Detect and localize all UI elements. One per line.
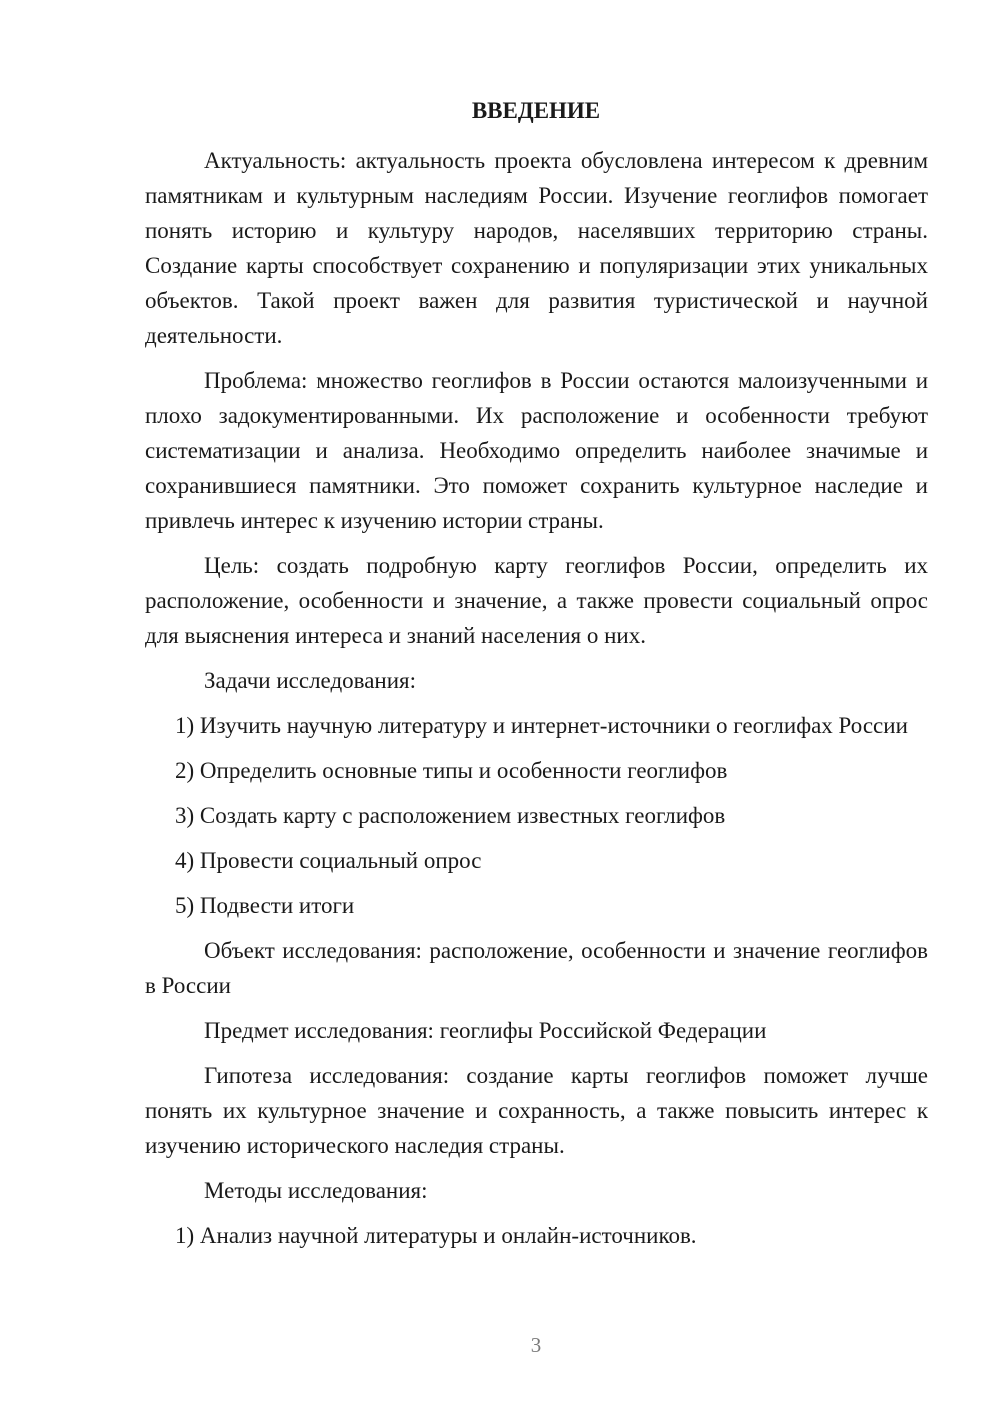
task-item-4: 4) Провести социальный опрос xyxy=(175,848,482,873)
paragraph-goal: Цель: создать подробную карту геоглифов России, определить их расположение, особенности и значение, а также провести социальный опрос для выяснения интереса и знаний населения о них. xyxy=(145,553,928,648)
page-number: 3 xyxy=(530,1333,542,1357)
paragraph-problem: Проблема: множество геоглифов в России остаются малоизученными и плохо задокументированными. Их расположение и особенности требуют систематизации и анализа. Необходимо определить наиболее значимые и сохранившиеся памятники. Это поможет сохранить культурное наследие и привлечь интерес к изучению истории страны. xyxy=(145,368,928,533)
paragraph-relevance: Актуальность: актуальность проекта обусловлена интересом к древним памятникам и культурным наследиям России. Изучение геоглифов помогает понять историю и культуру народов, населявших территорию страны. Создание карты способствует сохранению и популяризации этих уникальных объектов. Такой проект важен для развития туристической и научной деятельности. xyxy=(145,148,928,348)
paragraph-tasks-heading: Задачи исследования: xyxy=(204,668,417,693)
paragraph-hypothesis: Гипотеза исследования: создание карты геоглифов поможет лучше понять их культурное значение и сохранность, а также повысить интерес к изучению исторического наследия страны. xyxy=(145,1063,928,1158)
task-item-5: 5) Подвести итоги xyxy=(175,893,355,918)
task-item-1: 1) Изучить научную литературу и интернет-источники о геоглифах России xyxy=(175,713,908,738)
paragraph-object: Объект исследования: расположение, особенности и значение геоглифов в России xyxy=(145,938,928,998)
task-item-3: 3) Создать карту с расположением известных геоглифов xyxy=(175,803,726,828)
paragraph-subject: Предмет исследования: геоглифы Российской Федерации xyxy=(204,1018,767,1043)
page-title: ВВЕДЕНИЕ xyxy=(471,98,601,123)
document-body xyxy=(145,143,928,1253)
method-item-1: 1) Анализ научной литературы и онлайн-источников. xyxy=(175,1223,697,1248)
task-item-2: 2) Определить основные типы и особенности геоглифов xyxy=(175,758,728,783)
paragraph-methods-heading: Методы исследования: xyxy=(204,1178,428,1203)
